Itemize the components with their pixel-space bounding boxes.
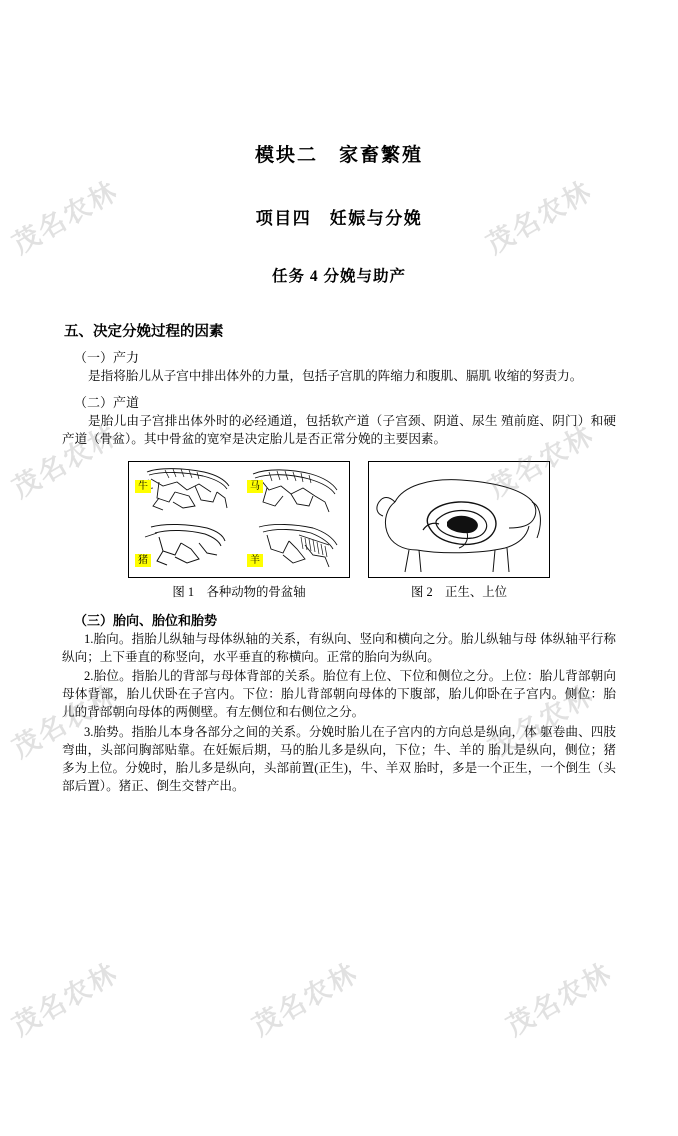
figure-1-caption: 图 1 各种动物的骨盆轴 bbox=[172, 584, 306, 599]
watermark-text: 茂名农林 bbox=[7, 419, 123, 504]
document-body bbox=[0, 140, 678, 449]
figure-label-pig: 猪 bbox=[135, 554, 151, 567]
project-title: 项目四 妊娠与分娩 bbox=[255, 209, 423, 228]
subsection-2-heading: （二）产道 bbox=[74, 394, 140, 410]
document-body-lower bbox=[0, 610, 678, 796]
watermark-text: 茂名农林 bbox=[7, 679, 123, 764]
figure-pelvic-axes bbox=[128, 461, 350, 578]
watermark-text: 茂名农林 bbox=[7, 175, 123, 260]
watermark-text: 茂名农林 bbox=[483, 419, 599, 504]
figure-label-cow: 牛 bbox=[135, 480, 151, 493]
figure-row bbox=[0, 461, 678, 578]
subsection-1-heading: （一）产力 bbox=[74, 350, 140, 365]
section-heading: 五、决定分娩过程的因素 bbox=[64, 324, 224, 340]
paragraph-fetal-posture: 3.胎势。指胎儿本身各部分之间的关系。分娩时胎儿在子宫内的方向总是纵向，体 躯卷曲、四肢弯曲，头部问胸部贴靠。在妊娠后期，马的胎儿多是纵向，下位；牛、羊的 胎儿是纵向，侧位；猪多为上位。分娩时，胎儿多是纵向，头部前置(正生)，牛、羊双 胎时，多是一个正生，一个倒生（头部后置）。猪正、倒生交替产出。 bbox=[62, 725, 616, 793]
watermark-text: 茂名农林 bbox=[501, 957, 617, 1042]
paragraph-fetal-position: 2.胎位。指胎儿的背部与母体背部的关系。胎位有上位、下位和侧位之分。上位：胎儿背部朝向母体背部，胎儿伏卧在子宫内。下位：胎儿背部朝向母体的下腹部，胎儿仰卧在子宫内。侧位：胎儿的背部朝向母体的两侧壁。有左侧位和右侧位之分。 bbox=[62, 669, 616, 720]
paragraph-fetal-direction: 1.胎向。指胎儿纵轴与母体纵轴的关系，有纵向、竖向和横向之分。胎儿纵轴与母 体纵轴平行称纵向；上下垂直的称竖向，水平垂直的称横向。正常的胎向为纵向。 bbox=[62, 631, 616, 664]
figure-label-sheep: 羊 bbox=[247, 554, 263, 567]
figure-quadrant-pig bbox=[129, 519, 239, 577]
document-page bbox=[0, 140, 678, 1136]
subsection-1-text: 是指将胎儿从子宫中排出体外的力量，包括子宫肌的阵缩力和腹肌、膈肌 收缩的努责力。 bbox=[88, 369, 583, 383]
figure-quadrant-sheep bbox=[239, 519, 349, 577]
watermark-text: 茂名农林 bbox=[7, 957, 123, 1042]
module-title: 模块二 家畜繁殖 bbox=[254, 145, 423, 166]
figure-label-horse: 马 bbox=[247, 480, 263, 493]
subsection-3-heading: （三）胎向、胎位和胎势 bbox=[74, 612, 218, 628]
watermark-text: 茂名农林 bbox=[483, 679, 599, 764]
figure-2-caption: 图 2 正生、上位 bbox=[410, 584, 508, 599]
watermark-text: 茂名农林 bbox=[481, 175, 597, 260]
subsection-2-text: 是胎儿由子宫排出体外时的必经通道，包括软产道（子宫颈、阴道、尿生 殖前庭、阴门）和硬产道（骨盆）。其中骨盆的宽窄是决定胎儿是否正常分娩的主要因素。 bbox=[62, 413, 616, 446]
task-title: 任务 4 分娩与助产 bbox=[271, 268, 406, 285]
figure-normal-presentation bbox=[368, 461, 550, 578]
watermark-text: 茂名农林 bbox=[247, 957, 363, 1042]
figure-caption-row bbox=[0, 582, 678, 600]
